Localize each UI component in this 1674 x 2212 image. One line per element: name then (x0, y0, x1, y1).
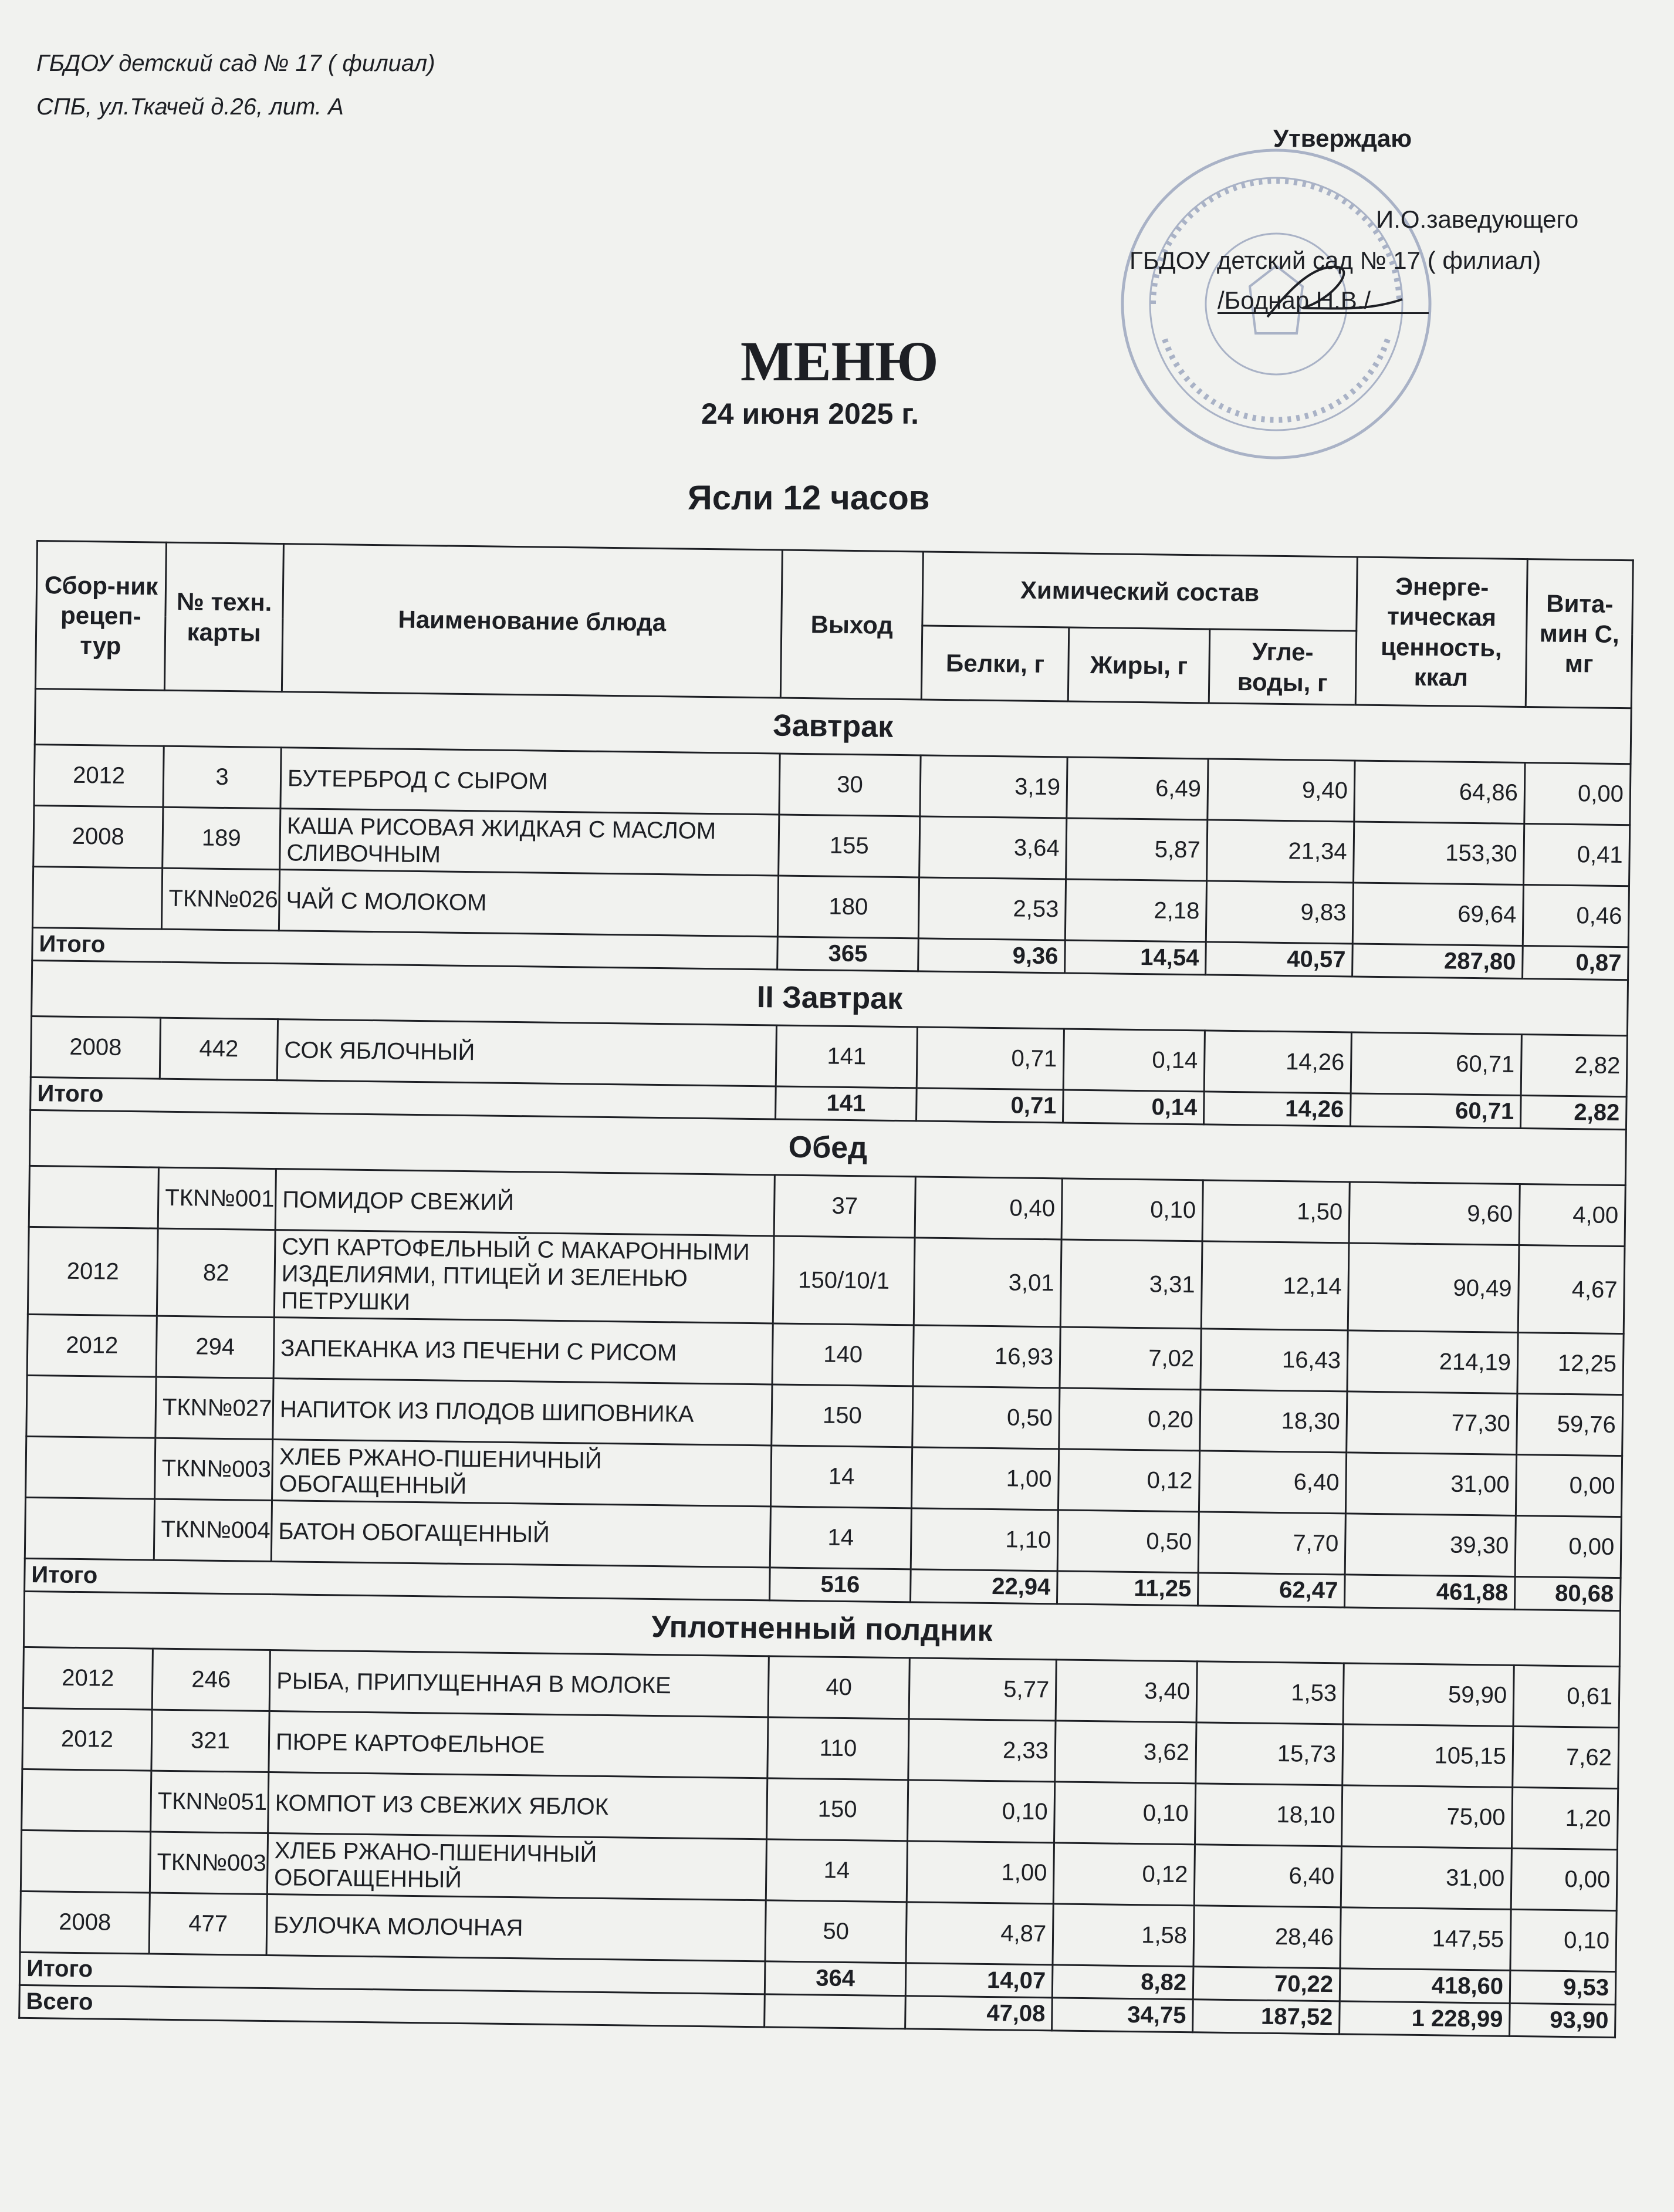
total-c: 70,22 (1193, 1967, 1340, 2001)
cell-c: 9,83 (1206, 881, 1353, 944)
menu-table-wrapper (18, 540, 1632, 2038)
cell-f: 0,20 (1059, 1388, 1200, 1451)
cell-e: 64,86 (1354, 761, 1525, 824)
col-energy: Энерге-тическая ценность, ккал (1355, 557, 1527, 707)
cell-v: 12,25 (1517, 1332, 1624, 1394)
col-card: № техн. карты (164, 542, 283, 691)
cell-p: 1,00 (911, 1447, 1058, 1510)
cell-book (21, 1830, 150, 1893)
col-collection: Сбор-ник рецеп-тур (35, 541, 166, 691)
cell-book: 2008 (31, 1016, 160, 1079)
cell-card: ТКN№001 (158, 1167, 276, 1230)
cell-e: 77,30 (1347, 1392, 1517, 1455)
cell-v: 4,67 (1518, 1245, 1625, 1333)
cell-card: ТКN№003 (155, 1438, 273, 1500)
total-label: Итого (19, 1952, 765, 1994)
total-p: 0,71 (917, 1088, 1064, 1123)
cell-p: 3,64 (919, 816, 1067, 879)
cell-card: ТКN№003 (150, 1832, 268, 1894)
menu-subtitle: Ясли 12 часов (688, 479, 930, 517)
cell-out: 14 (766, 1839, 907, 1902)
org-name: ГБДОУ детский сад № 17 ( филиал) (36, 50, 435, 76)
cell-book (26, 1375, 156, 1438)
total-label: Итого (25, 1558, 770, 1600)
cell-out: 150 (772, 1384, 913, 1447)
cell-c: 28,46 (1193, 1906, 1341, 1968)
total-e: 60,71 (1350, 1093, 1521, 1129)
total-c: 187,52 (1193, 2000, 1340, 2034)
cell-p: 1,00 (907, 1841, 1054, 1904)
cell-e: 153,30 (1354, 822, 1524, 885)
total-p: 9,36 (918, 938, 1066, 973)
cell-v: 0,00 (1511, 1848, 1617, 1910)
total-v: 93,90 (1510, 2003, 1616, 2037)
cell-out: 150 (767, 1778, 908, 1841)
cell-e: 60,71 (1351, 1032, 1521, 1096)
cell-v: 0,00 (1516, 1454, 1622, 1517)
cell-p: 2,33 (908, 1719, 1056, 1782)
total-c: 62,47 (1198, 1573, 1345, 1608)
cell-e: 31,00 (1345, 1453, 1516, 1516)
cell-out: 180 (777, 876, 919, 938)
cell-dish: ХЛЕБ РЖАНО-ПШЕНИЧНЫЙ ОБОГАЩЕННЫЙ (267, 1833, 766, 1900)
total-output: 365 (777, 937, 919, 971)
col-fat: Жиры, г (1068, 627, 1210, 703)
cell-e: 9,60 (1349, 1182, 1520, 1245)
total-c: 14,26 (1203, 1092, 1351, 1126)
total-p: 14,07 (905, 1963, 1053, 1998)
cell-v: 2,82 (1521, 1034, 1627, 1096)
cell-e: 214,19 (1347, 1330, 1518, 1394)
total-f: 11,25 (1057, 1571, 1198, 1606)
cell-f: 7,02 (1060, 1327, 1201, 1390)
cell-dish: СУП КАРТОФЕЛЬНЫЙ С МАКАРОННЫМИ ИЗДЕЛИЯМИ, ПТИЦЕЙ И ЗЕЛЕНЬЮ ПЕТРУШКИ (274, 1230, 774, 1323)
approve-role: И.О.заведующего (1376, 205, 1579, 233)
cell-book (26, 1436, 155, 1499)
cell-dish: БУЛОЧКА МОЛОЧНАЯ (266, 1894, 766, 1961)
cell-p: 0,71 (917, 1027, 1064, 1090)
menu-table-body (19, 688, 1631, 2037)
section-title: Уплотненный полдник (23, 1591, 1620, 1666)
cell-f: 3,31 (1060, 1240, 1202, 1329)
cell-book: 2008 (20, 1891, 150, 1954)
cell-c: 18,30 (1200, 1390, 1347, 1453)
cell-out: 30 (779, 754, 921, 816)
cell-v: 0,41 (1524, 824, 1630, 886)
total-c: 40,57 (1206, 942, 1353, 977)
cell-dish: ХЛЕБ РЖАНО-ПШЕНИЧНЫЙ ОБОГАЩЕННЫЙ (272, 1440, 772, 1507)
cell-v: 1,20 (1511, 1787, 1618, 1849)
cell-card: 477 (149, 1893, 267, 1955)
cell-out: 150/10/1 (773, 1236, 915, 1325)
approve-name: /Боднар Н.В./ (1218, 286, 1371, 314)
col-carbs: Угле-воды, г (1209, 629, 1357, 705)
cell-book: 2012 (34, 744, 164, 807)
cell-dish: НАПИТОК ИЗ ПЛОДОВ ШИПОВНИКА (273, 1379, 772, 1446)
cell-f: 3,40 (1056, 1660, 1197, 1723)
total-output: 516 (770, 1568, 911, 1602)
total-e: 461,88 (1344, 1575, 1515, 1610)
cell-out: 40 (768, 1656, 909, 1719)
cell-dish: ПОМИДОР СВЕЖИЙ (275, 1169, 775, 1236)
cell-p: 3,19 (920, 755, 1067, 818)
cell-c: 6,40 (1194, 1845, 1341, 1907)
cell-card: 321 (151, 1710, 269, 1772)
cell-c: 15,73 (1196, 1723, 1343, 1785)
cell-dish: КОМПОТ ИЗ СВЕЖИХ ЯБЛОК (268, 1772, 767, 1839)
cell-dish: ЧАЙ С МОЛОКОМ (279, 870, 778, 937)
cell-card: ТКN№027 (155, 1377, 273, 1439)
total-e: 287,80 (1352, 944, 1523, 979)
cell-c: 14,26 (1204, 1031, 1351, 1093)
cell-dish: БУТЕРБРОД С СЫРОМ (280, 748, 780, 815)
total-f: 14,54 (1065, 940, 1206, 975)
cell-p: 2,53 (918, 877, 1066, 940)
menu-date: 24 июня 2025 г. (701, 397, 919, 430)
total-v: 0,87 (1523, 946, 1629, 980)
cell-f: 0,50 (1057, 1510, 1199, 1573)
cell-p: 0,10 (908, 1780, 1055, 1843)
cell-e: 59,90 (1343, 1663, 1514, 1727)
cell-p: 5,77 (909, 1658, 1056, 1721)
cell-p: 4,87 (906, 1902, 1053, 1965)
total-label: Итого (31, 1077, 776, 1119)
total-v: 9,53 (1510, 1970, 1616, 2004)
total-label: Итого (32, 927, 778, 970)
cell-book (25, 1497, 154, 1560)
cell-p: 0,50 (912, 1386, 1060, 1449)
cell-v: 59,76 (1517, 1393, 1623, 1455)
cell-e: 90,49 (1348, 1243, 1519, 1333)
cell-book: 2012 (28, 1227, 158, 1316)
cell-p: 0,40 (915, 1177, 1062, 1240)
cell-out: 50 (765, 1900, 907, 1963)
total-output: 364 (765, 1961, 906, 1996)
cell-c: 12,14 (1201, 1241, 1349, 1330)
cell-f: 0,14 (1063, 1029, 1205, 1092)
total-p: 47,08 (905, 1996, 1053, 2031)
approve-title: Утверждаю (1273, 124, 1412, 152)
col-dish: Наименование блюда (282, 544, 782, 698)
cell-c: 1,50 (1202, 1180, 1350, 1243)
total-e: 1 228,99 (1340, 2001, 1510, 2037)
cell-e: 69,64 (1352, 883, 1523, 946)
cell-f: 1,58 (1053, 1904, 1194, 1967)
cell-p: 3,01 (914, 1238, 1061, 1327)
total-f: 0,14 (1063, 1090, 1204, 1124)
cell-book (29, 1166, 158, 1228)
cell-out: 14 (770, 1507, 911, 1569)
section-title: II Завтрак (32, 960, 1628, 1035)
total-label: Всего (19, 1985, 765, 2027)
approve-org: ГБДОУ детский сад № 17 ( филиал) (1129, 246, 1541, 274)
cell-f: 0,12 (1053, 1843, 1195, 1906)
cell-book (32, 866, 162, 929)
org-address: СПБ, ул.Ткачей д.26, лит. А (36, 94, 344, 120)
cell-out: 37 (774, 1175, 915, 1238)
cell-c: 1,53 (1196, 1661, 1344, 1724)
cell-f: 5,87 (1066, 818, 1208, 881)
cell-card: ТКN№004 (154, 1499, 272, 1561)
col-vitc: Вита-мин С, мг (1526, 559, 1633, 708)
cell-e: 39,30 (1345, 1514, 1516, 1577)
cell-v: 0,46 (1523, 885, 1629, 947)
total-v: 80,68 (1514, 1576, 1621, 1610)
cell-card: 442 (160, 1018, 278, 1080)
col-protein: Белки, г (921, 626, 1069, 701)
cell-v: 0,61 (1513, 1665, 1619, 1727)
cell-v: 0,00 (1524, 763, 1631, 825)
cell-card: 189 (163, 807, 280, 869)
cell-p: 16,93 (913, 1325, 1060, 1388)
menu-table (18, 540, 1634, 2038)
total-output: 141 (776, 1086, 917, 1121)
cell-c: 18,10 (1195, 1784, 1342, 1846)
cell-book: 2012 (22, 1708, 152, 1771)
cell-c: 21,34 (1207, 820, 1354, 883)
total-f: 34,75 (1052, 1998, 1193, 2032)
cell-c: 9,40 (1208, 759, 1355, 822)
cell-dish: БАТОН ОБОГАЩЕННЫЙ (271, 1501, 770, 1568)
cell-dish: ЗАПЕКАНКА ИЗ ПЕЧЕНИ С РИСОМ (273, 1318, 773, 1384)
cell-card: 3 (163, 746, 281, 808)
cell-v: 0,00 (1515, 1515, 1621, 1578)
cell-book: 2012 (23, 1647, 153, 1710)
cell-book: 2008 (33, 805, 163, 868)
cell-e: 75,00 (1341, 1785, 1512, 1849)
total-e: 418,60 (1340, 1968, 1510, 2004)
cell-out: 110 (767, 1717, 909, 1780)
cell-e: 31,00 (1341, 1846, 1511, 1910)
section-title: Завтрак (35, 688, 1631, 764)
cell-dish: ПЮРЕ КАРТОФЕЛЬНОЕ (269, 1711, 768, 1778)
cell-v: 0,10 (1510, 1909, 1616, 1971)
cell-c: 6,40 (1199, 1451, 1346, 1514)
cell-p: 1,10 (911, 1508, 1058, 1571)
section-title: Обед (29, 1110, 1626, 1185)
cell-dish: КАША РИСОВАЯ ЖИДКАЯ С МАСЛОМ СЛИВОЧНЫМ (280, 809, 779, 876)
cell-dish: СОК ЯБЛОЧНЫЙ (277, 1019, 776, 1086)
cell-out: 14 (770, 1446, 912, 1508)
total-p: 22,94 (911, 1569, 1058, 1604)
col-chem: Химический состав (922, 552, 1357, 631)
cell-card: ТКN№026 (161, 868, 279, 930)
cell-e: 147,55 (1340, 1907, 1511, 1971)
cell-card: 246 (152, 1649, 270, 1711)
cell-out: 140 (772, 1323, 914, 1386)
page-title: МЕНЮ (740, 330, 939, 393)
cell-out: 155 (779, 815, 920, 877)
total-output (765, 1994, 906, 2029)
cell-f: 6,49 (1067, 757, 1208, 820)
total-v: 2,82 (1520, 1095, 1626, 1129)
cell-dish: РЫБА, ПРИПУЩЕННАЯ В МОЛОКЕ (269, 1650, 769, 1717)
cell-card: 294 (156, 1316, 274, 1378)
cell-f: 0,12 (1058, 1449, 1199, 1512)
cell-card: ТКN№051 (151, 1771, 269, 1833)
cell-book: 2012 (27, 1314, 157, 1377)
cell-c: 7,70 (1198, 1512, 1345, 1575)
cell-e: 105,15 (1342, 1724, 1513, 1788)
cell-c: 16,43 (1200, 1329, 1348, 1392)
cell-out: 141 (776, 1025, 917, 1088)
cell-book (22, 1769, 151, 1832)
cell-f: 0,10 (1061, 1178, 1203, 1241)
cell-card: 82 (157, 1228, 275, 1317)
cell-v: 7,62 (1513, 1726, 1619, 1788)
cell-f: 2,18 (1065, 879, 1206, 942)
cell-v: 4,00 (1519, 1184, 1625, 1246)
col-output: Выход (780, 550, 923, 700)
cell-f: 0,10 (1054, 1782, 1196, 1845)
cell-f: 3,62 (1055, 1721, 1196, 1784)
total-f: 8,82 (1052, 1965, 1193, 2000)
